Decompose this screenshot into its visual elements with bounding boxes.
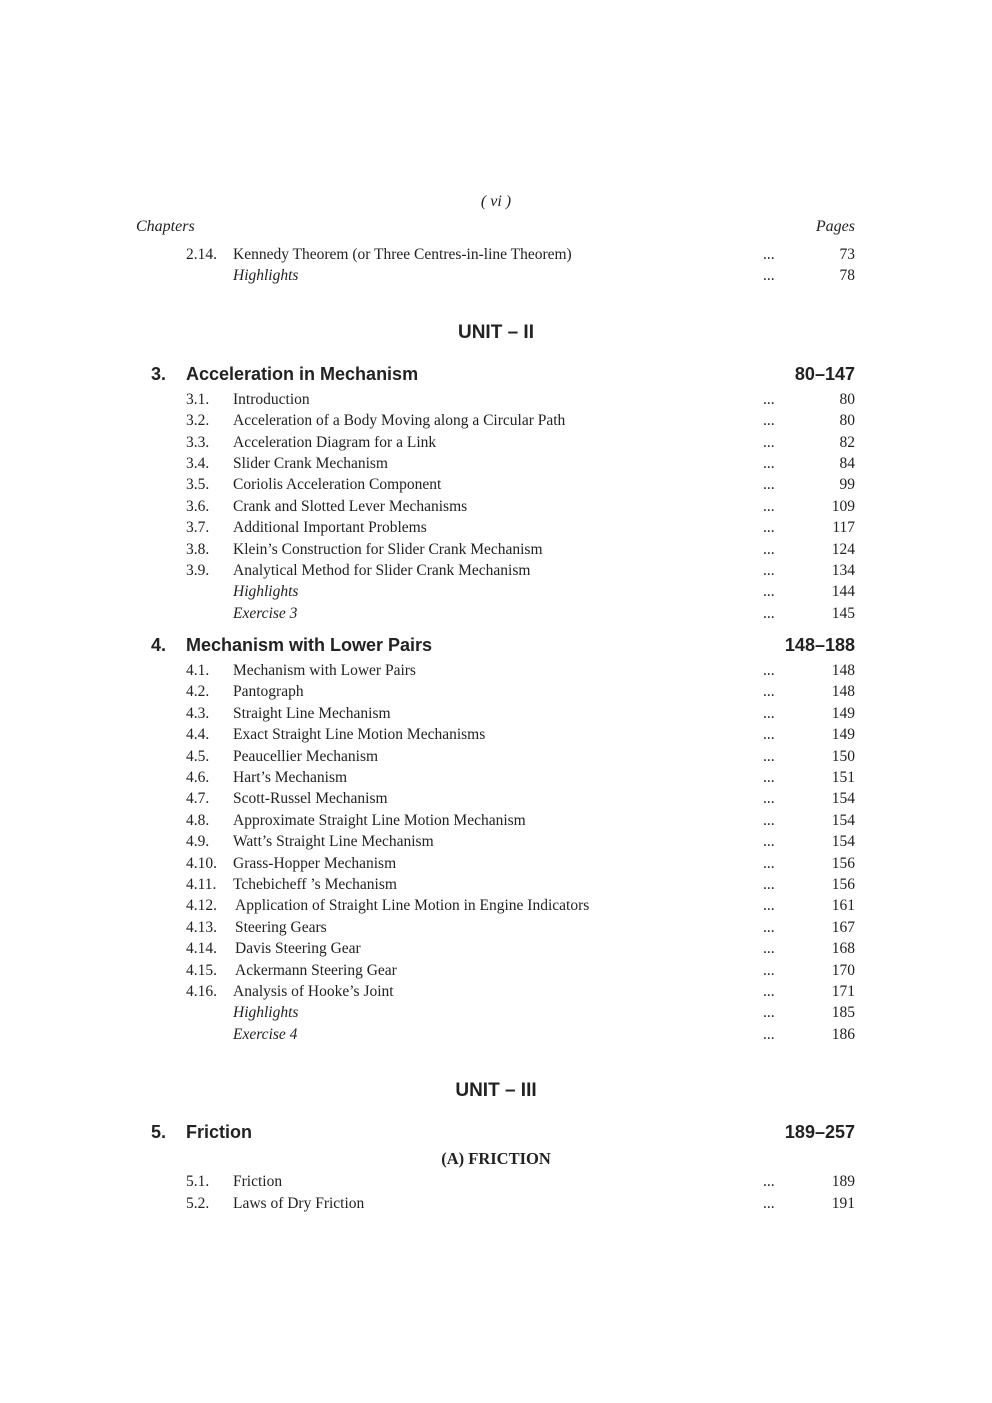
entry-title: Hart’s Mechanism (233, 769, 348, 787)
entry-leader: ... (763, 726, 775, 744)
entry-number: 4.3. (186, 704, 210, 722)
chapter-number: 5. (151, 1122, 167, 1143)
entry-title: Exact Straight Line Motion Mechanisms (233, 726, 486, 744)
entry-title: Scott-Russel Mechanism (233, 790, 388, 808)
entry-number: 5.2. (186, 1194, 210, 1212)
toc-entry (0, 810, 992, 831)
entry-leader: ... (763, 940, 775, 958)
entry-number: 3.4. (186, 454, 210, 472)
entry-page: 154 (831, 833, 855, 851)
entry-leader: ... (763, 433, 775, 451)
entry-page: 149 (831, 704, 855, 722)
chapter-number: 3. (151, 363, 167, 384)
toc-entry (0, 1171, 992, 1192)
entry-title: Peaucellier Mechanism (233, 747, 379, 765)
toc-entry (0, 681, 992, 702)
toc-entry (0, 746, 992, 767)
entry-leader: ... (763, 897, 775, 915)
entry-page: 82 (839, 433, 855, 451)
chapter-4-heading (0, 630, 992, 660)
entry-leader: ... (763, 412, 775, 430)
entry-leader: ... (763, 790, 775, 808)
entry-page: 73 (839, 246, 855, 263)
table-of-contents (0, 244, 992, 1214)
entry-page: 134 (831, 561, 855, 579)
entry-title: Highlights (233, 1004, 299, 1022)
entry-title: Analytical Method for Slider Crank Mechanism (233, 561, 531, 579)
chapter-page-range: 148–188 (784, 635, 855, 656)
entry-number: 3.1. (186, 390, 210, 408)
entry-number: 4.1. (186, 662, 210, 680)
entry-page: 78 (839, 267, 855, 285)
toc-entry (0, 432, 992, 453)
chapter-3-heading (0, 359, 992, 389)
chapter-title: Friction (186, 1122, 252, 1143)
entry-leader: ... (763, 267, 775, 285)
entry-title: Exercise 3 (233, 604, 298, 622)
chapter-number: 4. (151, 635, 167, 656)
entry-number: 2.14. (186, 246, 217, 263)
chapter-page-range: 80–147 (794, 363, 855, 384)
entry-number: 4.12. (186, 897, 217, 915)
entry-title: Exercise 4 (233, 1025, 298, 1043)
entry-page: 109 (831, 497, 855, 515)
entry-title: Watt’s Straight Line Mechanism (233, 833, 434, 851)
entry-number: 4.2. (186, 683, 210, 701)
entry-page: 189 (831, 1173, 855, 1191)
entry-number: 4.16. (186, 982, 217, 1000)
toc-entry (0, 496, 992, 517)
entry-page: 185 (831, 1004, 855, 1022)
section-subheading: (A) FRICTION (441, 1149, 551, 1169)
pre-entries (0, 244, 992, 287)
entry-page: 171 (831, 982, 855, 1000)
entry-page: 154 (831, 811, 855, 829)
entry-leader: ... (763, 519, 775, 537)
entry-title: Grass-Hopper Mechanism (233, 854, 397, 872)
entry-title: Klein’s Construction for Slider Crank Mechanism (233, 540, 543, 558)
toc-entry (0, 724, 992, 745)
entry-page: 167 (831, 918, 855, 936)
toc-entry (0, 389, 992, 410)
toc-entry (0, 265, 992, 286)
page-number: ( vi ) (480, 193, 512, 210)
entry-page: 117 (832, 519, 855, 537)
chapter-5-heading (0, 1117, 992, 1147)
entry-title: Laws of Dry Friction (233, 1194, 365, 1212)
toc-entry (0, 581, 992, 602)
toc-entry (0, 788, 992, 809)
entry-title: Analysis of Hooke’s Joint (233, 982, 394, 1000)
entry-title: Pantograph (233, 683, 304, 701)
entry-title: Application of Straight Line Motion in Engine Indicators (235, 897, 590, 915)
entry-number: 4.8. (186, 811, 210, 829)
toc-entry (0, 917, 992, 938)
chapter-3-entries (0, 389, 992, 624)
entry-page: 151 (831, 769, 855, 787)
toc-entry (0, 517, 992, 538)
entry-number: 3.9. (186, 561, 210, 579)
entry-leader: ... (763, 854, 775, 872)
entry-number: 4.14. (186, 940, 217, 958)
chapter-5-entries (0, 1171, 992, 1214)
entry-title: Highlights (233, 267, 299, 285)
entry-page: 80 (839, 390, 855, 408)
toc-entry (0, 960, 992, 981)
toc-entry (0, 703, 992, 724)
toc-entry (0, 831, 992, 852)
entry-title: Mechanism with Lower Pairs (233, 662, 416, 680)
entry-page: 148 (831, 662, 855, 680)
entry-leader: ... (763, 961, 775, 979)
entry-leader: ... (763, 982, 775, 1000)
toc-entry (0, 474, 992, 495)
toc-entry (0, 938, 992, 959)
entry-leader: ... (763, 683, 775, 701)
entry-number: 4.7. (186, 790, 210, 808)
toc-entry (0, 1002, 992, 1023)
entry-number: 4.6. (186, 769, 210, 787)
entry-page: 124 (831, 540, 855, 558)
entry-leader: ... (763, 833, 775, 851)
entry-leader: ... (763, 662, 775, 680)
entry-page: 148 (831, 683, 855, 701)
entry-page: 186 (831, 1025, 855, 1043)
entry-number: 3.2. (186, 412, 210, 430)
entry-number: 4.15. (186, 961, 217, 979)
entry-leader: ... (763, 1025, 775, 1043)
toc-entry (0, 410, 992, 431)
entry-leader: ... (763, 583, 775, 601)
entry-number: 4.10. (186, 854, 217, 872)
entry-page: 145 (831, 604, 855, 622)
entry-number: 4.4. (186, 726, 210, 744)
entry-leader: ... (763, 1194, 775, 1212)
chapter-4-entries (0, 660, 992, 1045)
entry-title: Davis Steering Gear (235, 940, 361, 958)
entry-title: Tchebicheff ’s Mechanism (233, 875, 397, 893)
entry-number: 4.9. (186, 833, 210, 851)
entry-page: 84 (839, 454, 855, 472)
entry-page: 99 (839, 476, 855, 494)
unit-3-heading: UNIT – III (455, 1080, 537, 1102)
entry-number: 4.13. (186, 918, 217, 936)
entry-leader: ... (763, 604, 775, 622)
entry-page: 161 (831, 897, 855, 915)
toc-entry (0, 767, 992, 788)
entry-title: Coriolis Acceleration Component (233, 476, 442, 494)
entry-page: 156 (831, 875, 855, 893)
entry-title: Straight Line Mechanism (233, 704, 391, 722)
entry-leader: ... (763, 497, 775, 515)
toc-entry (0, 244, 992, 265)
entry-title: Friction (233, 1173, 283, 1191)
entry-number: 3.8. (186, 540, 210, 558)
unit-2-heading: UNIT – II (457, 321, 534, 343)
entry-number: 4.5. (186, 747, 210, 765)
entry-page: 150 (831, 747, 855, 765)
entry-page: 170 (831, 961, 855, 979)
entry-leader: ... (763, 1004, 775, 1022)
entry-leader: ... (763, 561, 775, 579)
entry-page: 80 (839, 412, 855, 430)
chapter-page-range: 189–257 (784, 1122, 855, 1143)
toc-entry (0, 560, 992, 581)
entry-title: Approximate Straight Line Motion Mechanism (233, 811, 526, 829)
toc-entry (0, 895, 992, 916)
entry-title: Acceleration of a Body Moving along a Circular Path (233, 412, 566, 430)
entry-number: 3.6. (186, 497, 210, 515)
toc-entry (0, 1024, 992, 1045)
entry-leader: ... (763, 918, 775, 936)
entry-title: Crank and Slotted Lever Mechanisms (233, 497, 468, 515)
toc-entry (0, 660, 992, 681)
entry-title: Acceleration Diagram for a Link (233, 433, 437, 451)
entry-leader: ... (763, 476, 775, 494)
entry-leader: ... (763, 704, 775, 722)
entry-page: 168 (831, 940, 855, 958)
chapters-column-header: Chapters (136, 218, 195, 235)
toc-entry (0, 603, 992, 624)
entry-leader: ... (763, 875, 775, 893)
entry-page: 149 (831, 726, 855, 744)
entry-number: 3.7. (186, 519, 210, 537)
pages-column-header: Pages (815, 218, 855, 235)
toc-entry (0, 874, 992, 895)
toc-entry (0, 539, 992, 560)
entry-leader: ... (763, 1173, 775, 1191)
entry-number: 3.5. (186, 476, 210, 494)
toc-entry (0, 853, 992, 874)
entry-number: 3.3. (186, 433, 210, 451)
entry-page: 191 (831, 1194, 855, 1212)
entry-leader: ... (763, 769, 775, 787)
entry-page: 144 (831, 583, 855, 601)
toc-entry (0, 1193, 992, 1214)
toc-entry (0, 453, 992, 474)
chapter-title: Acceleration in Mechanism (186, 363, 419, 384)
entry-title: Steering Gears (235, 918, 327, 936)
entry-leader: ... (763, 811, 775, 829)
entry-title: Highlights (233, 583, 299, 601)
entry-leader: ... (763, 747, 775, 765)
entry-leader: ... (763, 390, 775, 408)
entry-leader: ... (763, 246, 775, 263)
entry-title: Kennedy Theorem (or Three Centres-in-line Theorem) (233, 246, 572, 263)
chapter-title: Mechanism with Lower Pairs (186, 635, 433, 656)
entry-title: Ackermann Steering Gear (235, 961, 397, 979)
entry-number: 5.1. (186, 1173, 210, 1191)
entry-page: 156 (831, 854, 855, 872)
entry-leader: ... (763, 540, 775, 558)
entry-title: Introduction (233, 390, 310, 408)
entry-number: 4.11. (186, 875, 217, 893)
toc-entry (0, 981, 992, 1002)
entry-page: 154 (831, 790, 855, 808)
entry-title: Additional Important Problems (233, 519, 427, 537)
entry-leader: ... (763, 454, 775, 472)
entry-title: Slider Crank Mechanism (233, 454, 388, 472)
